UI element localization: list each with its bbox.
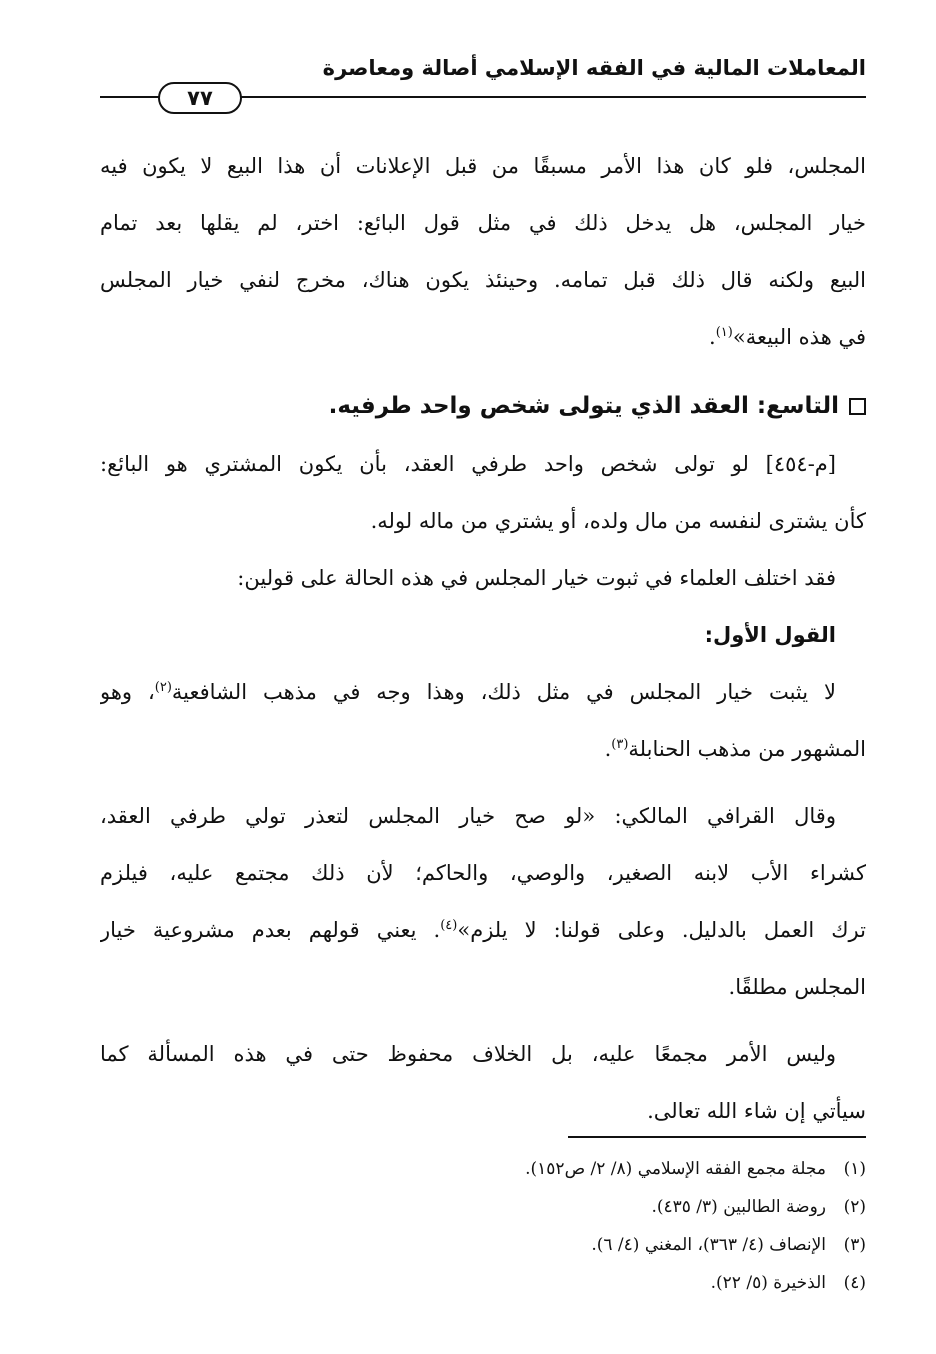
text-line	[100, 309, 866, 366]
text-run: ترك العمل بالدليل. وعلى قولنا: لا يلزم»	[457, 918, 866, 942]
text-line: البيع ولكنه قال ذلك قبل تمامه. وحينئذ يكون هناك، مخرج لنفي خيار المجلس	[100, 268, 866, 292]
running-title: المعاملات المالية في الفقه الإسلامي أصالة ومعاصرة	[322, 56, 866, 80]
text-run: لا يثبت خيار المجلس في مثل ذلك، وهذا وجه في مذهب الشافعية	[171, 680, 836, 704]
text-run: في هذه البيعة»	[732, 325, 866, 349]
subheading-first-opinion: القول الأول:	[704, 623, 836, 647]
footnote-text: مجلة مجمع الفقه الإسلامي (٨/ ٢/ ص١٥٢).	[525, 1159, 826, 1179]
footnote-number: (٤)	[843, 1273, 866, 1293]
text-line: المجلس مطلقًا.	[728, 975, 866, 999]
text-line: خيار المجلس، هل يدخل ذلك في مثل قول البائع: اختر، لم يقلها بعد تمام	[100, 211, 866, 235]
paragraph-2	[100, 436, 866, 550]
footnote	[100, 1226, 866, 1264]
text-line: المجلس، فلو كان هذا الأمر مسبقًا من قبل الإعلانات أن هذا البيع لا يكون فيه	[100, 154, 866, 178]
page-number-badge: ٧٧	[158, 82, 242, 114]
footnote-text: الإنصاف (٤/ ٣٦٣)، المغني (٤/ ٦).	[591, 1235, 826, 1255]
text-line	[100, 664, 866, 721]
footnote-ref-2[interactable]: (٢)	[154, 680, 172, 695]
footnote-separator	[568, 1136, 866, 1138]
footnote-text: الذخيرة (٥/ ٢٢).	[710, 1273, 826, 1293]
footnote-number: (٢)	[843, 1197, 866, 1217]
footnote-text: روضة الطالبين (٣/ ٤٣٥).	[651, 1197, 826, 1217]
footnote-ref-1[interactable]: (١)	[715, 325, 733, 340]
text-line: وليس الأمر مجمعًا عليه، بل الخلاف محفوظ حتى في هذه المسألة كما	[100, 1042, 836, 1066]
footnote	[100, 1150, 866, 1188]
text-line	[100, 721, 866, 778]
paragraph-5	[100, 788, 866, 1016]
footnotes	[100, 1150, 866, 1302]
footnote-ref-4[interactable]: (٤)	[440, 918, 458, 933]
text-line: فقد اختلف العلماء في ثبوت خيار المجلس في هذه الحالة على قولين:	[237, 566, 836, 590]
paragraph-3	[100, 550, 866, 607]
text-run: ، وهو	[100, 680, 155, 704]
text-run: . يعني قولهم بعدم مشروعية خيار	[100, 918, 441, 942]
section-heading-text: التاسع: العقد الذي يتولى شخص واحد طرفيه.	[328, 393, 839, 419]
text-run: المشهور من مذهب الحنابلة	[628, 737, 866, 761]
text-run: .	[604, 737, 612, 761]
section-heading	[100, 376, 866, 436]
footnote-number: (٣)	[843, 1235, 866, 1255]
checkbox-square-icon	[849, 398, 866, 415]
footnote	[100, 1264, 866, 1302]
footnote-number: (١)	[843, 1159, 866, 1179]
text-line: [م-٤٥٤] لو تولى شخص واحد طرفي العقد، بأن يكون المشتري هو البائع:	[100, 452, 836, 476]
paragraph-1	[100, 138, 866, 366]
text-line: كشراء الأب لابنه الصغير، والوصي، والحاكم؛ لأن ذلك مجتمع عليه، فيلزم	[100, 861, 866, 885]
paragraph-4	[100, 664, 866, 778]
text-line: وقال القرافي المالكي: «لو صح خيار المجلس لتعذر تولي طرفي العقد،	[100, 804, 836, 828]
text-line: كأن يشترى لنفسه من مال ولده، أو يشتري من ماله لوله.	[370, 509, 866, 533]
footnote-ref-3[interactable]: (٣)	[611, 737, 629, 752]
text-line: سيأتي إن شاء الله تعالى.	[647, 1099, 866, 1123]
main-text	[100, 138, 866, 1140]
footnote	[100, 1188, 866, 1226]
text-run: .	[709, 325, 716, 349]
paragraph-6	[100, 1026, 866, 1140]
text-line	[100, 902, 866, 959]
